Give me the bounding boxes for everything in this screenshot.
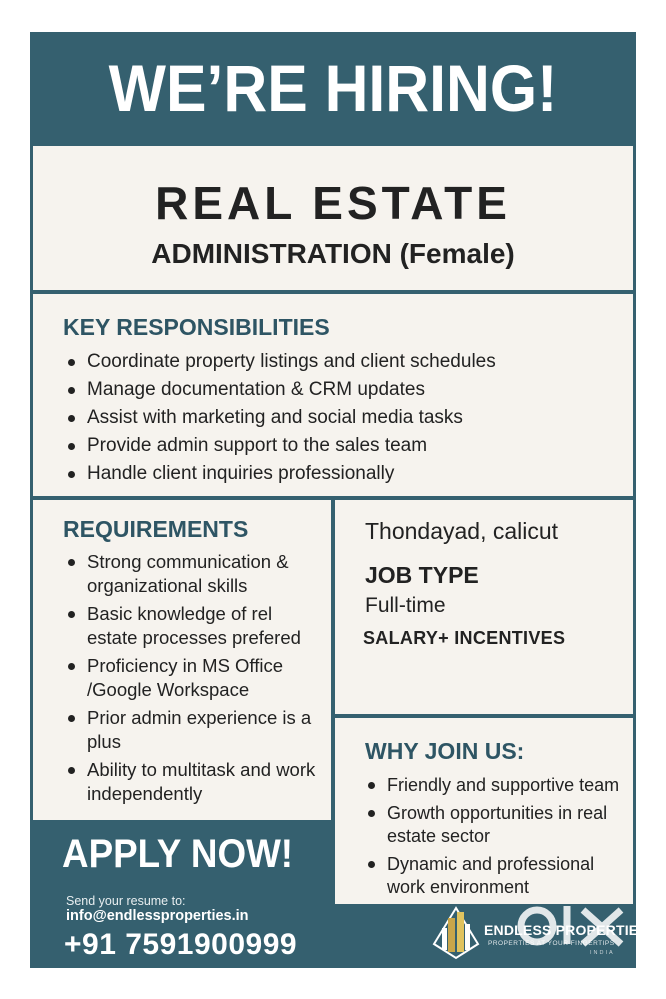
list-item: Manage documentation & CRM updates xyxy=(65,376,496,404)
why-join-list xyxy=(365,774,627,904)
logo-tagline: PROPERTIES AT YOUR FINGERTIPS xyxy=(488,940,615,947)
logo-name: ENDLESS PROPERTIES xyxy=(484,922,648,938)
list-item: Assist with marketing and social media tasks xyxy=(65,404,496,432)
olx-watermark-icon xyxy=(515,900,633,952)
requirements-panel xyxy=(33,500,331,820)
position-title: REAL ESTATE xyxy=(155,177,511,229)
job-location: Thondayad, calicut xyxy=(365,518,559,544)
list-item: Provide admin support to the sales team xyxy=(65,432,496,460)
building-logo-icon xyxy=(430,904,482,962)
list-item: Dynamic and professional work environment xyxy=(365,853,627,899)
requirements-heading: REQUIREMENTS xyxy=(63,516,249,542)
list-item: Growth opportunities in real estate sector xyxy=(365,802,627,848)
position-subtitle: ADMINISTRATION (Female) xyxy=(151,238,515,269)
logo-country: INDIA xyxy=(590,950,615,956)
apply-now-heading: APPLY NOW! xyxy=(62,832,294,876)
contact-email[interactable]: info@endlessproperties.in xyxy=(66,908,249,924)
responsibilities-panel xyxy=(33,294,633,496)
job-type-heading: JOB TYPE xyxy=(365,562,479,588)
job-type-value: Full-time xyxy=(365,594,446,617)
position-title-panel xyxy=(33,146,633,290)
responsibilities-heading: KEY RESPONSIBILITIES xyxy=(63,314,330,340)
job-info-panel xyxy=(335,500,633,714)
list-item: Proficiency in MS Office /Google Workspace xyxy=(65,654,327,702)
contact-phone[interactable]: +91 7591900999 xyxy=(64,928,298,961)
salary-text: SALARY+ INCENTIVES xyxy=(363,628,566,648)
list-item: Ability to multitask and work independently xyxy=(65,758,327,806)
list-item: Strong communication & organizational skills xyxy=(65,550,327,598)
list-item: Friendly and supportive team xyxy=(365,774,627,797)
send-resume-label: Send your resume to: xyxy=(66,894,186,908)
hiring-heading: WE’RE HIRING! xyxy=(108,51,558,125)
why-join-heading: WHY JOIN US: xyxy=(365,738,525,764)
list-item: Basic knowledge of rel estate processes prefered xyxy=(65,602,327,650)
list-item: Coordinate property listings and client schedules xyxy=(65,348,496,376)
why-join-panel xyxy=(335,718,633,904)
list-item: Handle client inquiries professionally xyxy=(65,460,496,488)
list-item: Prior admin experience is a plus xyxy=(65,706,327,754)
responsibilities-list xyxy=(65,348,496,488)
requirements-list xyxy=(65,550,327,810)
